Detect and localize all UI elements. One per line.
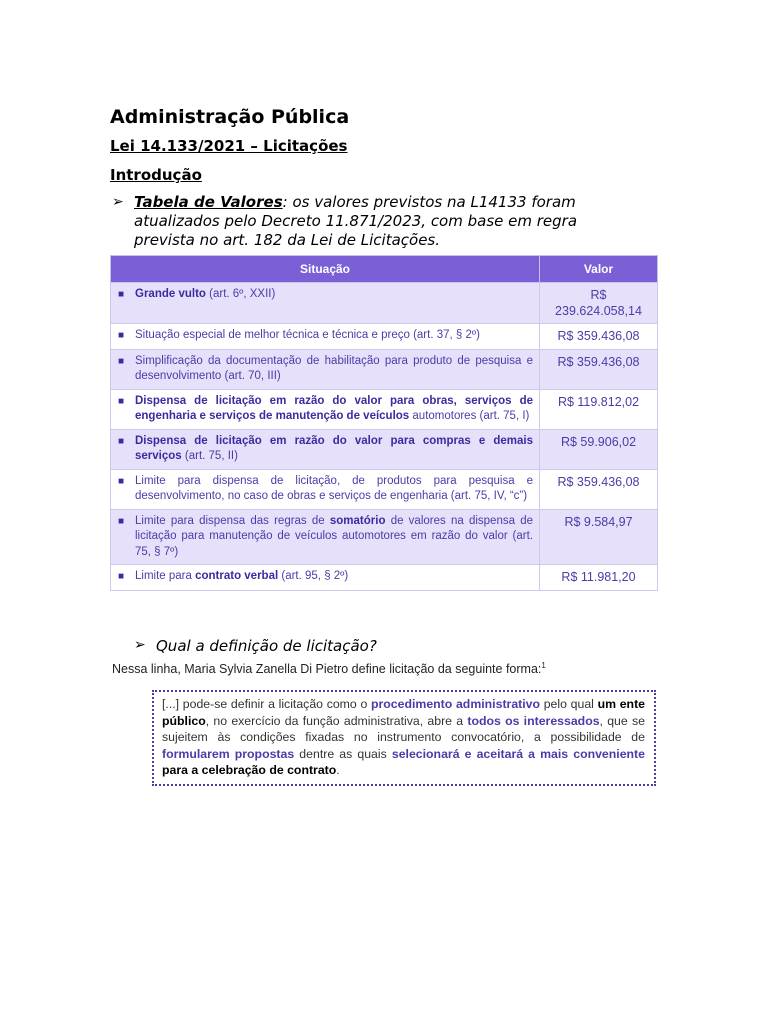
header-situacao: Situação — [111, 256, 540, 283]
intro-paragraph — [112, 661, 546, 676]
square-bullet-icon: ■ — [118, 435, 125, 447]
situation-text: Limite para dispensa de licitação, de produtos para pesquisa e desenvolvimento, no caso de obras e serviços de engenharia (art. 75, IV, “c”) — [135, 474, 533, 502]
situation-cell — [111, 324, 540, 350]
section-heading-introducao: Introdução — [110, 166, 202, 184]
situation-text: Limite para dispensa das regras de — [135, 514, 330, 527]
table-row — [111, 283, 658, 324]
value-cell: R$ 359.436,08 — [540, 349, 658, 389]
square-bullet-icon: ■ — [118, 515, 125, 527]
bullet-definicao-licitacao — [134, 637, 377, 655]
situation-text: automotores (art. 75, I) — [409, 410, 530, 422]
square-bullet-icon: ■ — [118, 571, 125, 582]
situation-bold: Grande vulto — [135, 288, 206, 300]
situation-text: (art. 6º, XXII) — [205, 288, 276, 300]
situation-bold: Dispensa de licitação em razão do valor para compras e demais serviços — [135, 434, 533, 462]
situation-bold: somatório — [329, 514, 386, 527]
quote-text: dentre as quais — [294, 746, 392, 761]
bullet-text: : os valores previstos na L14133 foram atualizados pelo Decreto 11.871/2023, com base em regra prevista no art. 182 da Lei de Licitações. — [134, 193, 578, 249]
law-subtitle: Lei 14.133/2021 – Licitações — [110, 137, 348, 155]
quote-text: . — [336, 763, 340, 777]
table-row — [111, 324, 658, 350]
square-bullet-icon: ■ — [118, 330, 125, 341]
value-cell: R$ 9.584,97 — [540, 509, 658, 565]
square-bullet-icon: ■ — [118, 395, 125, 407]
situation-bold: contrato verbal — [195, 570, 279, 582]
table-row — [111, 565, 658, 591]
table-row — [111, 429, 658, 469]
quote-text: pelo qual — [540, 697, 598, 711]
situation-cell — [111, 509, 540, 565]
table-row — [111, 389, 658, 429]
page-title: Administração Pública — [110, 106, 350, 128]
situation-text: (art. 75, II) — [181, 450, 238, 462]
table-row — [111, 469, 658, 509]
value-cell: R$ 119.812,02 — [540, 389, 658, 429]
situation-cell — [111, 565, 540, 591]
situation-text: Limite para — [135, 570, 196, 582]
value-cell: R$ 59.906,02 — [540, 429, 658, 469]
arrow-bullet-icon: ➢ — [112, 194, 124, 210]
table-row — [111, 509, 658, 565]
situation-text: (art. 95, § 2º) — [278, 570, 349, 582]
quote-highlight: formularem propostas — [162, 746, 295, 761]
values-table — [110, 255, 658, 591]
table-header-row — [111, 256, 658, 283]
value-cell: R$ 11.981,20 — [540, 565, 658, 591]
situation-cell — [111, 469, 540, 509]
situation-cell — [111, 349, 540, 389]
quote-highlight: procedimento administrativo — [370, 697, 541, 711]
square-bullet-icon: ■ — [118, 475, 125, 487]
square-bullet-icon: ■ — [118, 289, 125, 300]
situation-text: de valores na dispensa de licitação para manutenção de veículos automotores em razão do valor (art. 75, § 7º) — [135, 514, 533, 558]
situation-cell — [111, 283, 540, 324]
value-cell: R$ 359.436,08 — [540, 324, 658, 350]
situation-text: Simplificação da documentação de habilitação para produto de pesquisa e desenvolvimento (art. 70, III) — [135, 354, 533, 382]
table-row — [111, 349, 658, 389]
quote-text: , que se sujeitem às condições fixadas no instrumento convocatório, a possibilidade de — [162, 713, 645, 744]
bullet-label: Tabela de Valores — [134, 193, 283, 211]
value-cell: R$ 359.436,08 — [540, 469, 658, 509]
situation-bold: Dispensa de licitação em razão do valor para obras, serviços de engenharia e serviços de manutenção de veículos — [135, 394, 533, 422]
quote-highlight: selecionará e aceitará a mais conveniente — [391, 746, 645, 761]
paragraph-text: Nessa linha, Maria Sylvia Zanella Di Pietro define licitação da seguinte forma: — [112, 662, 542, 677]
footnote-marker: 1 — [541, 661, 546, 670]
bullet-question: Qual a definição de licitação? — [156, 637, 377, 655]
quote-text: , no exercício da função administrativa, abre a — [205, 713, 468, 728]
quote-highlight: todos os interessados — [467, 713, 600, 728]
definition-quote-box — [152, 690, 656, 786]
situation-cell — [111, 389, 540, 429]
quote-bold: um ente público — [162, 697, 646, 728]
header-valor: Valor — [540, 256, 658, 283]
situation-text: Situação especial de melhor técnica e técnica e preço (art. 37, § 2º) — [135, 329, 480, 341]
situation-cell — [111, 429, 540, 469]
square-bullet-icon: ■ — [118, 355, 125, 367]
quote-bold: para a celebração de contrato — [162, 763, 337, 777]
value-cell: R$ 239.624.058,14 — [540, 283, 658, 324]
arrow-bullet-icon: ➢ — [134, 637, 146, 653]
quote-text: [...] pode-se definir a licitação como o — [162, 697, 371, 711]
bullet-tabela-de-valores — [112, 193, 624, 250]
